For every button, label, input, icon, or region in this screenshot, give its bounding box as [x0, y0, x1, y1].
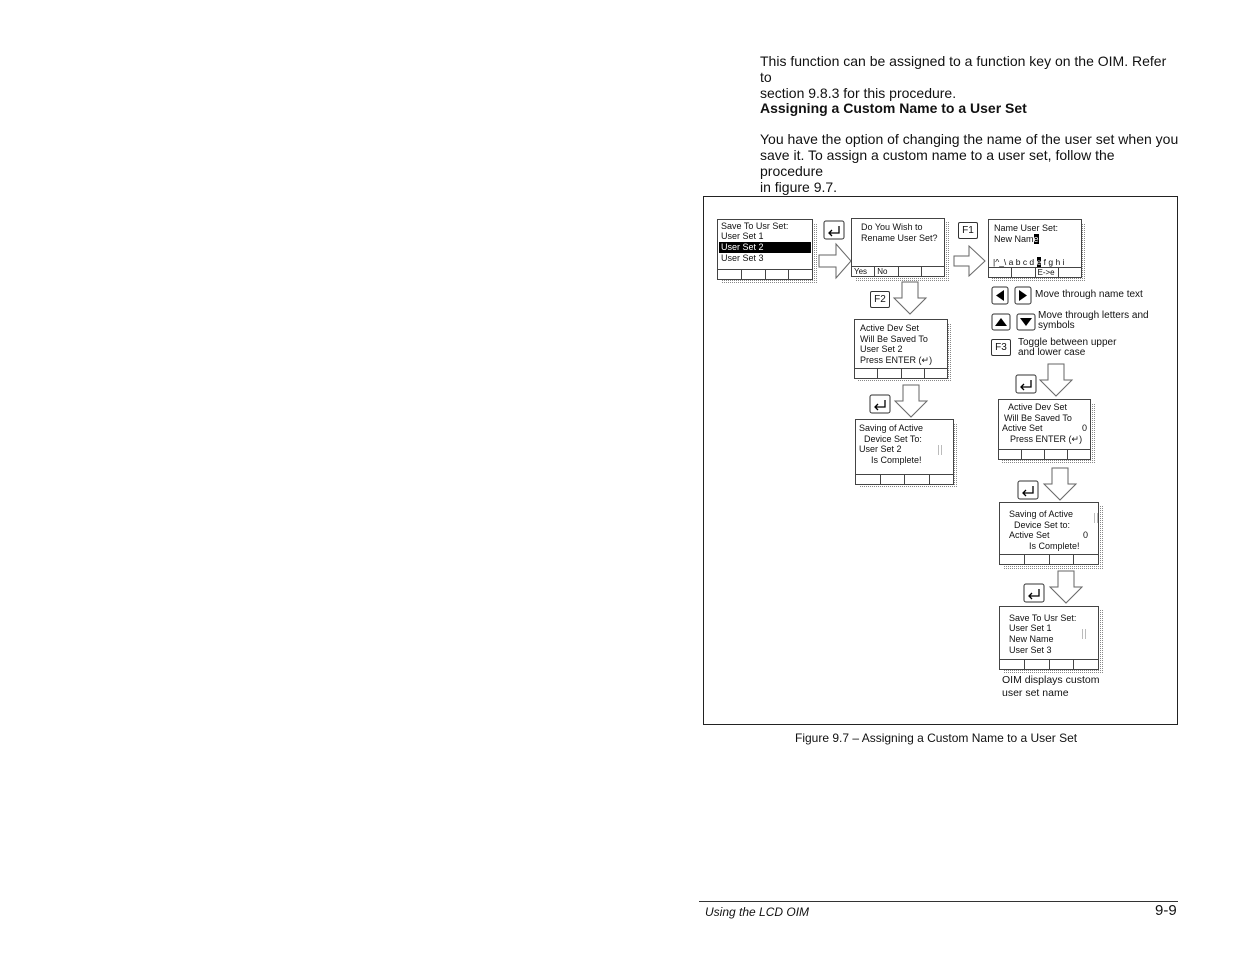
- screen2-fkey-yes: Yes: [852, 267, 875, 276]
- screen5-line-3: User Set 2: [859, 444, 902, 454]
- screen8-line-3: New Name: [1009, 634, 1054, 644]
- screen1-line-3-selected: User Set 2: [719, 242, 811, 253]
- paragraph-line-3: in figure 9.7.: [760, 179, 838, 195]
- screen8-fkey-bar: [1000, 659, 1098, 669]
- screen7-line-4: Is Complete!: [1029, 541, 1080, 551]
- note-custom-line-2: user set name: [1002, 687, 1069, 699]
- note-toggle-line-2: and lower case: [1018, 347, 1086, 358]
- note-toggle-case: [1018, 338, 1116, 358]
- note-move-name: Move through name text: [1035, 289, 1143, 300]
- screen4-line-1: Active Dev Set: [860, 323, 920, 333]
- screen7-fkey-bar: [1000, 554, 1098, 564]
- intro-line-1: This function can be assigned to a function key on the OIM. Refer to: [760, 53, 1167, 85]
- lcd-screen-name-user-set: [988, 219, 1082, 278]
- footer-section-title: Using the LCD OIM: [705, 905, 810, 919]
- enter-key-icon-5: [1024, 584, 1044, 602]
- screen4-fkey-bar: [855, 368, 947, 378]
- screen3-char-row: [993, 257, 1064, 268]
- screen3-cursor-char: e: [1033, 234, 1039, 244]
- paragraph-line-2: save it. To assign a custom name to a user set, follow the procedure: [760, 147, 1115, 179]
- screen5-line-4: Is Complete!: [871, 455, 922, 465]
- down-arrow-1: [894, 282, 926, 314]
- screen3-line-2: [994, 234, 1039, 245]
- lcd-screen-custom-name-list: [999, 606, 1099, 670]
- screen5-line-1: Saving of Active: [859, 423, 924, 433]
- footer-rule: [699, 901, 1178, 902]
- down-arrow-5: [1050, 571, 1082, 603]
- screen3-fkey-bar: [989, 267, 1081, 277]
- note-move-letters-line-2: symbols: [1038, 320, 1075, 331]
- footer-page-number: 9-9: [1155, 902, 1177, 919]
- lcd-screen-will-be-saved-active-set: [998, 399, 1091, 460]
- screen4-line-4: [860, 355, 932, 366]
- screen6-paren-close: ): [1079, 434, 1083, 444]
- screen1-fkey-bar: [718, 269, 812, 279]
- screen4-press-enter: Press ENTER (: [860, 355, 922, 365]
- down-arrow-key-icon: [1017, 314, 1035, 330]
- enter-key-icon-2: [870, 395, 890, 413]
- enter-key-icon-4: [1018, 481, 1038, 499]
- screen6-value: 0: [1082, 423, 1088, 433]
- screen5-scroll-indicator: [938, 445, 942, 455]
- screen7-scroll-indicator: [1094, 513, 1098, 523]
- screen7-line-1: Saving of Active: [1009, 509, 1074, 519]
- note-custom-line-1: OIM displays custom: [1002, 674, 1100, 686]
- screen6-line-2: Will Be Saved To: [1004, 413, 1072, 423]
- screen1-line-4: User Set 3: [721, 253, 764, 263]
- intro-line-2: section 9.8.3 for this procedure.: [760, 85, 957, 101]
- lcd-screen-will-be-saved-user-set-2: [854, 319, 948, 379]
- down-arrow-2: [895, 385, 927, 417]
- right-arrow-2: [954, 246, 985, 276]
- screen8-line-2: User Set 1: [1009, 623, 1052, 633]
- screen6-line-3: Active Set: [1002, 423, 1043, 433]
- note-move-letters-line-1: Move through letters and: [1038, 310, 1149, 321]
- lcd-screen-rename-prompt: [851, 218, 945, 277]
- note-custom-name: [1002, 674, 1099, 700]
- screen7-line-2: Device Set to:: [1014, 520, 1071, 530]
- screen5-fkey-bar: [856, 474, 953, 484]
- note-move-letters: [1038, 311, 1149, 331]
- section-heading: Assigning a Custom Name to a User Set: [760, 100, 1027, 116]
- screen3-name-text: New Nam: [994, 234, 1034, 244]
- f1-key: F1: [958, 222, 978, 239]
- screen3-line-1: Name User Set:: [994, 223, 1059, 233]
- note-toggle-line-1: Toggle between upper: [1018, 337, 1117, 348]
- enter-symbol-icon: ↵: [1071, 434, 1080, 444]
- screen1-line-2: User Set 1: [721, 231, 764, 241]
- figure-caption: Figure 9.7 – Assigning a Custom Name to a User Set: [795, 731, 1078, 745]
- screen3-selected-char: e: [1036, 257, 1042, 267]
- screen1-line-1: Save To Usr Set:: [721, 221, 789, 231]
- screen2-line-2: Rename User Set?: [861, 233, 938, 243]
- right-arrow-1: [819, 244, 851, 278]
- screen6-press-enter: Press ENTER (: [1010, 434, 1072, 444]
- lcd-screen-saving-complete-user-set-2: [855, 419, 954, 485]
- enter-key-icon-1: [824, 221, 844, 239]
- screen8-line-4: User Set 3: [1009, 645, 1052, 655]
- f3-key: F3: [991, 339, 1011, 356]
- screen6-fkey-bar: [999, 449, 1090, 459]
- lcd-screen-saving-complete-active-set: [999, 502, 1099, 565]
- screen7-line-3: Active Set: [1009, 530, 1050, 540]
- screen6-line-4: [1010, 434, 1082, 445]
- screen4-paren-close: ): [929, 355, 933, 365]
- screen8-line-1: Save To Usr Set:: [1009, 613, 1077, 623]
- down-arrow-3: [1040, 364, 1072, 396]
- screen8-scroll-indicator: [1082, 629, 1086, 639]
- screen4-line-2: Will Be Saved To: [860, 334, 928, 344]
- f2-key: F2: [870, 291, 890, 308]
- screen3-chars-after: f g h i: [1041, 257, 1065, 267]
- screen2-line-1: Do You Wish to: [861, 222, 923, 232]
- up-arrow-key-icon: [992, 314, 1010, 330]
- screen6-line-1: Active Dev Set: [1008, 402, 1068, 412]
- screen4-line-3: User Set 2: [860, 344, 903, 354]
- screen3-chars-before: |^_\ a b c d: [993, 257, 1037, 267]
- enter-key-icon-3: [1016, 375, 1036, 393]
- screen3-fkey-case: E->e: [1036, 268, 1059, 277]
- down-arrow-4: [1044, 468, 1076, 500]
- screen7-value: 0: [1083, 530, 1089, 540]
- left-arrow-key-icon: [992, 287, 1008, 304]
- right-arrow-key-icon: [1015, 287, 1031, 304]
- lcd-screen-save-to-usr-set: [717, 219, 813, 280]
- screen2-fkey-bar: [852, 266, 944, 276]
- screen2-fkey-no: No: [875, 267, 898, 276]
- screen5-line-2: Device Set To:: [864, 434, 922, 444]
- enter-symbol-icon: ↵: [921, 355, 930, 365]
- paragraph-line-1: You have the option of changing the name of the user set when you: [760, 131, 1179, 147]
